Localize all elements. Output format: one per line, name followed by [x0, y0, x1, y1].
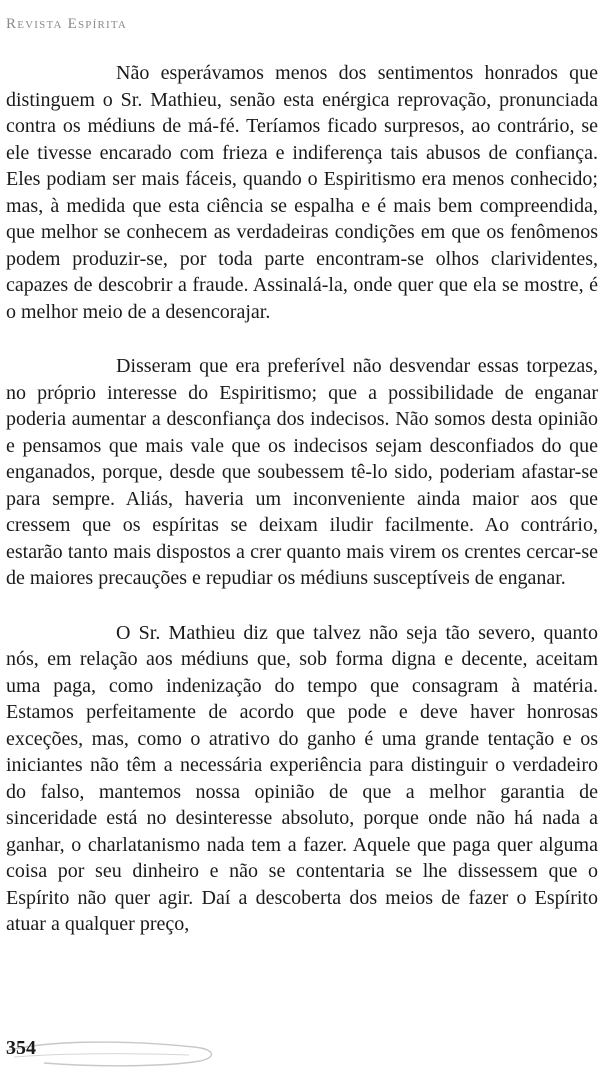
- page-number: 354: [6, 1037, 36, 1059]
- paragraph-3: O Sr. Mathieu diz que talvez não seja tão severo, quanto nós, em relação aos médiuns que, sob forma digna e decente, aceitam uma paga, como indenização do tempo que consagram à matéria. Estamos perfeitamente de acordo que pode e deve haver honrosas exceções, mas, como o atrativo do ganho é uma grande tentação e os iniciantes não têm a necessária experiência para distinguir o verdadeiro do falso, mantemos nossa opinião de que a melhor garantia de sinceridade está no desinteresse absoluto, porque onde não há nada a ganhar, o charlatanismo nada tem a fazer. Aquele que paga quer alguma coisa por seu dinheiro e não se contentaria se lhe dissessem que o Espírito não quer agir. Daí a descoberta dos meios de fazer o Espírito atuar a qualquer preço,: [6, 621, 598, 935]
- paragraph-1: Não esperávamos menos dos sentimentos honrados que distinguem o Sr. Mathieu, senão esta enérgica reprovação, pronunciada contra os médiuns de má-fé. Teríamos ficado surpresos, ao contrário, se ele tivesse encarado com frieza e indiferença tais abusos de confiança. Eles podiam ser mais fáceis, quando o Espiritismo era menos conhecido; mas, à medida que esta ciência se espalha e é mais bem compreendida, que melhor se conhecem as verdadeiras condições em que os fenômenos podem produzir-se, por toda parte encontram-se olhos clarividentes, capazes de descobrir a fraude. Assinalá-la, onde quer que ela se mostre, é o melhor meio de a desencorajar.: [6, 62, 598, 323]
- paragraph-2: Disseram que era preferível não desvendar essas torpezas, no próprio interesse do Espiritismo; que a possibilidade de enganar poderia aumentar a desconfiança dos indecisos. Não somos desta opinião e pensamos que mais vale que os indecisos sejam desconfiados do que enganados, porque, desde que soubessem tê-lo sido, poderiam afastar-se para sempre. Aliás, haveria um inconveniente ainda maior aos que cressem que os espíritas se deixam iludir facilmente. Ao contrário, estarão tanto mais dispostos a crer quanto mais virem os crentes cercar-se de maiores precauções e repudiar os médiuns susceptíveis de enganar.: [6, 355, 598, 589]
- folio: [4, 1033, 224, 1073]
- running-header: Revista Espírita: [6, 16, 128, 32]
- body-text: [6, 60, 598, 966]
- swash-ornament-icon: [4, 1033, 224, 1073]
